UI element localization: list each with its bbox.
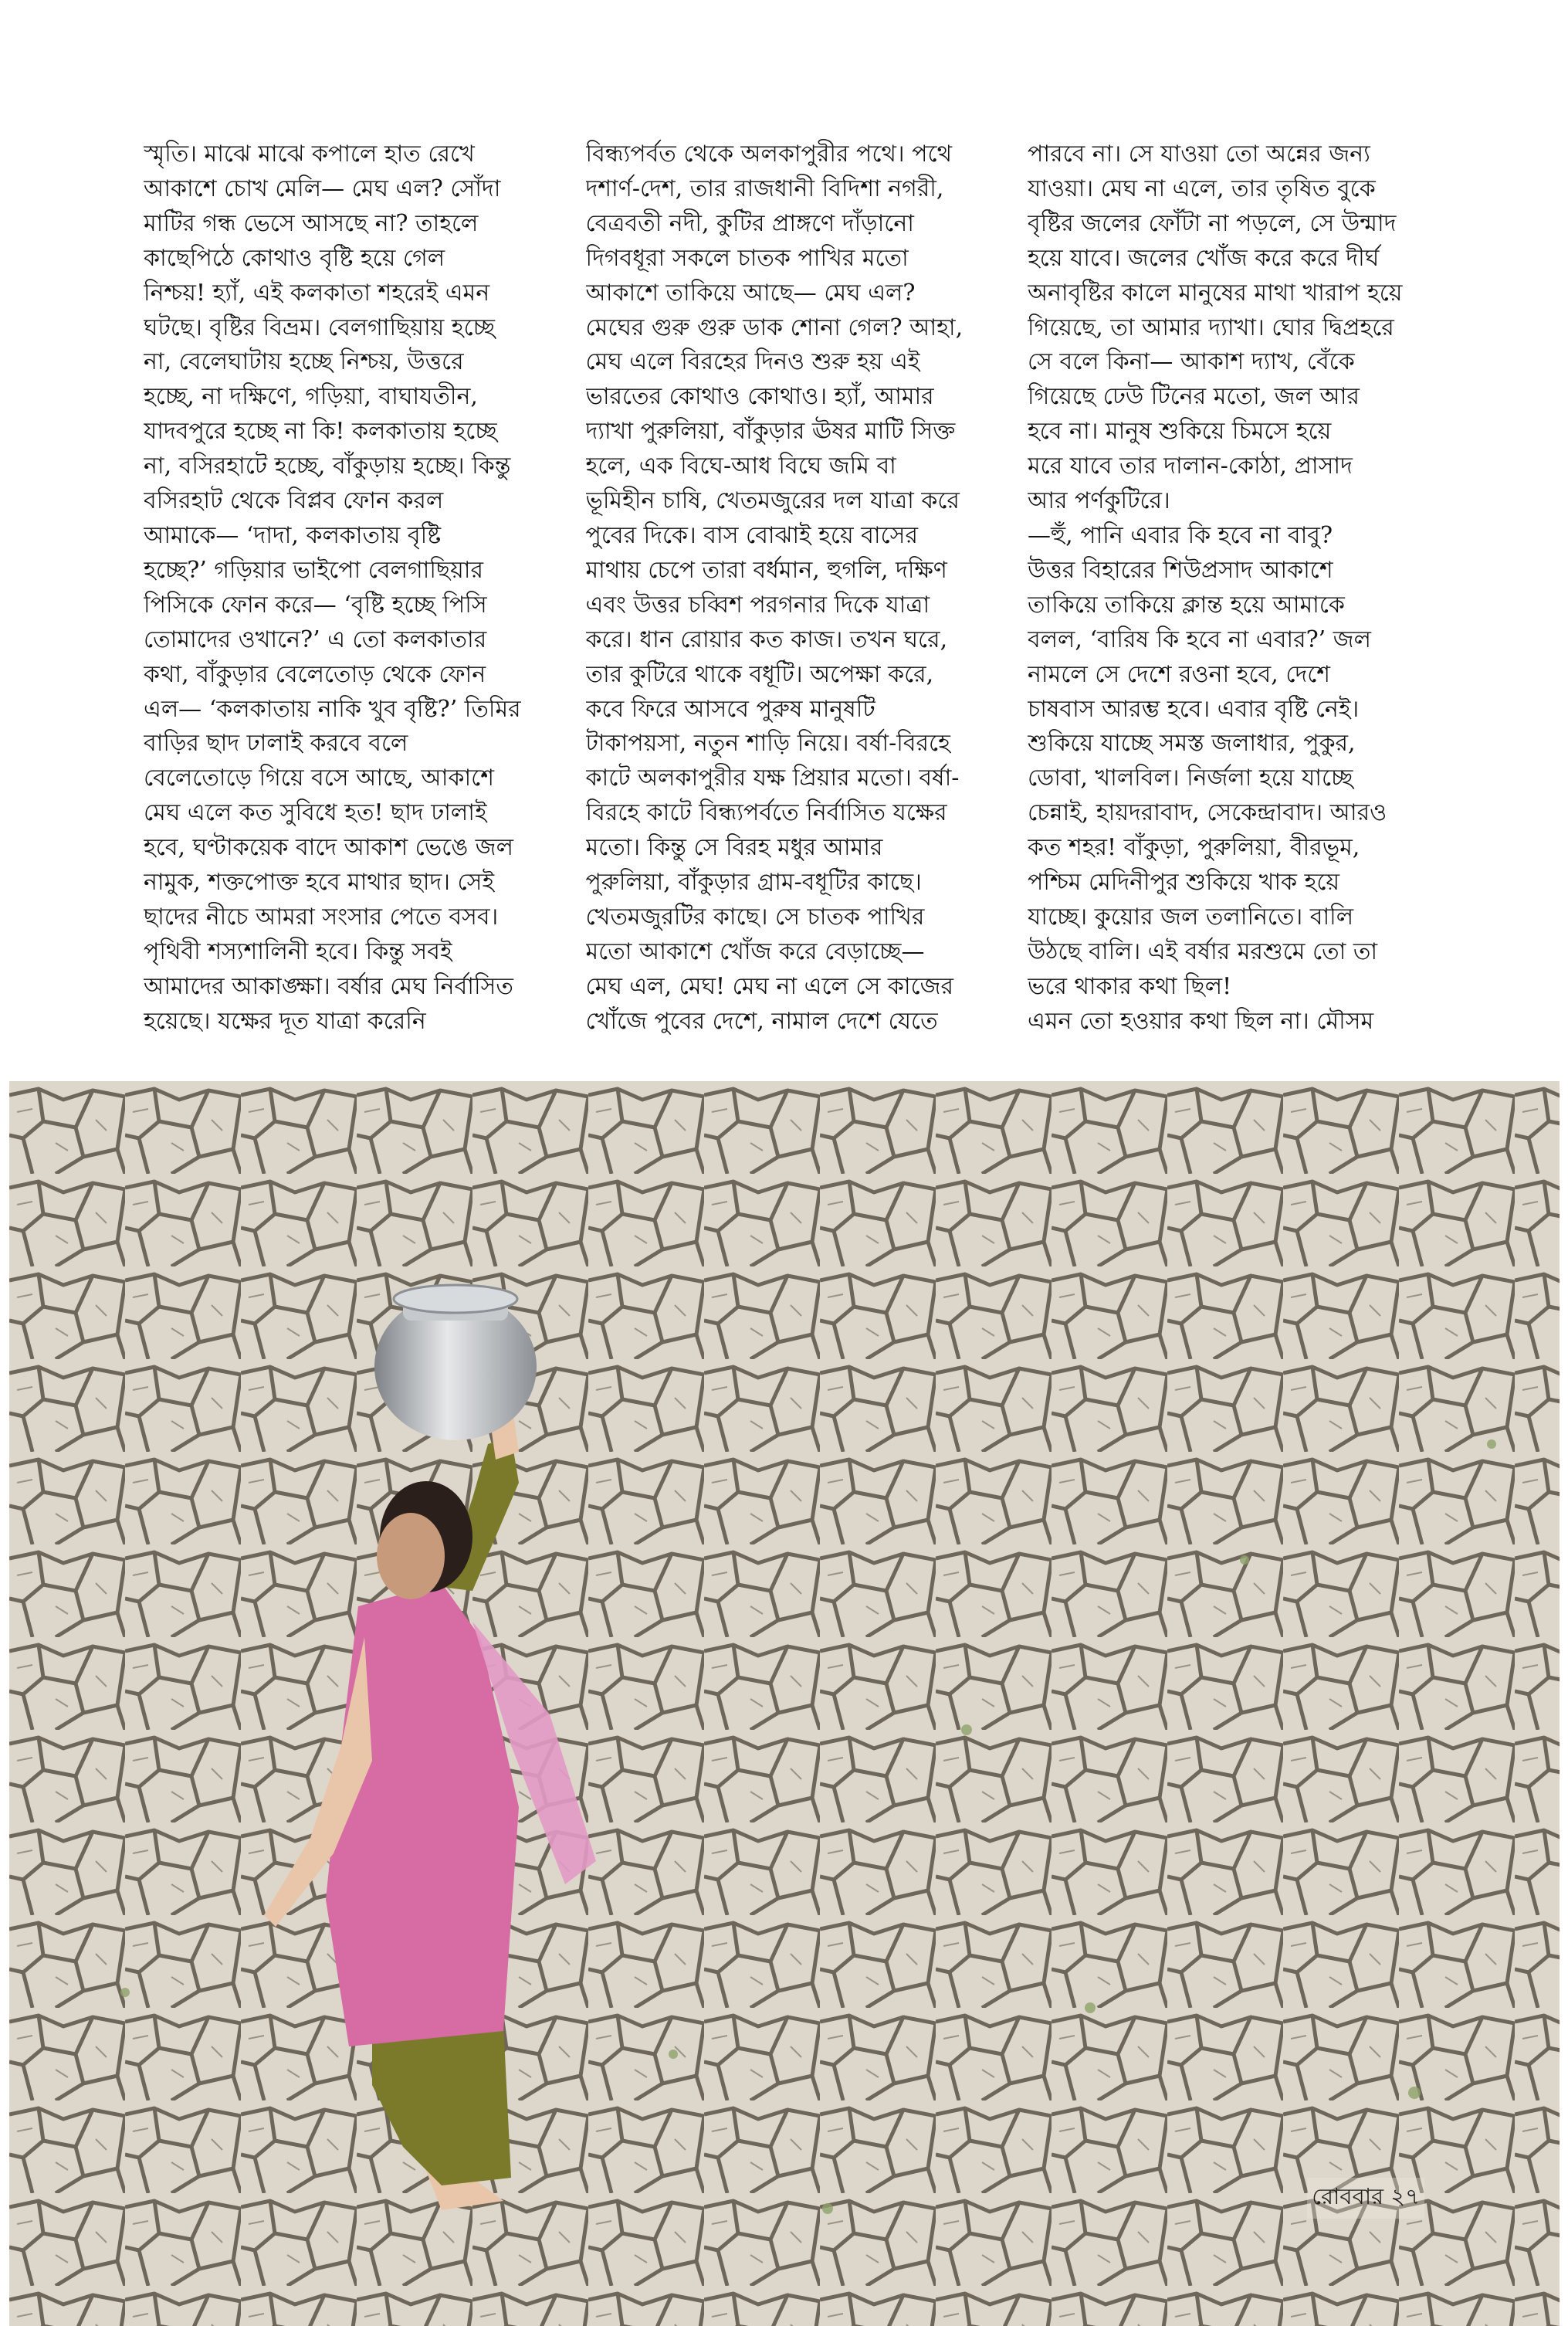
text-line: সে বলে কিনা— আকাশ দ্যাখ, বেঁকে (1028, 348, 1355, 376)
text-line: আমাকে— ‘দাদা, কলকাতায় বৃষ্টি (144, 521, 442, 549)
text-line: না, বসিরহাটে হচ্ছে, বাঁকুড়ায় হচ্ছে। কিন্তু (144, 453, 511, 480)
text-line: চাষবাস আরম্ভ হবে। এবার বৃষ্টি নেই। (1028, 695, 1360, 723)
text-line: তোমাদের ওখানে?’ এ তো কলকাতার (144, 626, 487, 653)
text-line: পিসিকে ফোন করে— ‘বৃষ্টি হচ্ছে পিসি (144, 591, 487, 619)
text-line: মেঘ এলে কত সুবিধে হত! ছাদ ঢালাই (144, 799, 487, 827)
text-line: খেতমজুরটির কাছে। সে চাতক পাখির (585, 903, 925, 931)
text-line: হচ্ছে?’ গড়িয়ার ভাইপো বেলগাছিয়ার (144, 556, 483, 584)
text-line: টাকাপয়সা, নতুন শাড়ি নিয়ে। বর্ষা-বিরহে (585, 730, 950, 758)
text-line: দ্যাখা পুরুলিয়া, বাঁকুড়ার ঊষর মাটি সিক্ত (585, 418, 956, 446)
text-line: কবে ফিরে আসবে পুরুষ মানুষটি (585, 695, 875, 723)
text-line: হলে, এক বিঘে-আধ বিঘে জমি বা (585, 453, 896, 480)
text-line: গিয়েছে, তা আমার দ্যাখা। ঘোর দ্বিপ্রহরে (1028, 314, 1394, 341)
text-line: এমন তো হওয়ার কথা ছিল না। মৌসম (1028, 1007, 1374, 1035)
text-line: হবে, ঘণ্টাকয়েক বাদে আকাশ ভেঙে জল (144, 834, 513, 862)
text-line: তার কুটিরে থাকে বধূটি। অপেক্ষা করে, (585, 660, 934, 688)
text-line: কত শহর! বাঁকুড়া, পুরুলিয়া, বীরভূম, (1028, 834, 1360, 862)
text-line: বেলেতোড়ে গিয়ে বসে আছে, আকাশে (144, 765, 494, 792)
text-line: স্মৃতি। মাঝে মাঝে কপালে হাত রেখে (144, 141, 475, 168)
text-line: এবং উত্তর চব্বিশ পরগনার দিকে যাত্রা (585, 591, 930, 619)
text-line: আমাদের আকাঙ্ক্ষা। বর্ষার মেঘ নির্বাসিত (144, 972, 513, 1000)
text-line: চেন্নাই, হায়দরাবাদ, সেকেন্দ্রাবাদ। আরও (1028, 799, 1387, 827)
text-line: করে। ধান রোয়ার কত কাজ। তখন ঘরে, (585, 626, 948, 653)
text-line: মতো। কিন্তু সে বিরহ মধুর আমার (585, 834, 883, 862)
text-line: বাড়ির ছাদ ঢালাই করবে বলে (144, 730, 408, 758)
text-line: উত্তর বিহারের শিউপ্রসাদ আকাশে (1028, 556, 1333, 584)
text-line: নামুক, শক্তপোক্ত হবে মাথার ছাদ। সেই (144, 869, 495, 897)
article-body (144, 137, 1425, 1049)
text-line: বৃষ্টির জলের ফোঁটা না পড়লে, সে উন্মাদ (1028, 209, 1397, 237)
text-line: যাদবপুরে হচ্ছে না কি! কলকাতায় হচ্ছে (144, 418, 497, 446)
text-line: —হুঁ, পানি এবার কি হবে না বাবু? (1028, 521, 1333, 549)
text-line: বিন্ধ্যপর্বত থেকে অলকাপুরীর পথে। পথে (585, 141, 952, 168)
text-line: ভূমিহীন চাষি, খেতমজুরের দল যাত্রা করে (585, 487, 960, 515)
text-line: মাথায় চেপে তারা বর্ধমান, হুগলি, দক্ষিণ (585, 556, 947, 584)
text-line: না, বেলেঘাটায় হচ্ছে নিশ্চয়, উত্তরে (144, 348, 464, 376)
text-line: হয়ে যাবে। জলের খোঁজ করে করে দীর্ঘ (1028, 244, 1380, 272)
text-line: পশ্চিম মেদিনীপুর শুকিয়ে খাক হয়ে (1028, 869, 1340, 897)
text-line: নামলে সে দেশে রওনা হবে, দেশে (1028, 660, 1331, 688)
text-line: মেঘ এল, মেঘ! মেঘ না এলে সে কাজের (585, 972, 954, 1000)
text-line: আকাশে চোখ মেলি— মেঘ এল? সোঁদা (144, 175, 501, 202)
text-line: তাকিয়ে তাকিয়ে ক্লান্ত হয়ে আমাকে (1028, 591, 1345, 619)
text-line: বসিরহাট থেকে বিপ্লব ফোন করল (144, 487, 444, 515)
text-line: ভারতের কোথাও কোথাও। হ্যাঁ, আমার (585, 383, 934, 411)
text-line: বিরহে কাটে বিন্ধ্যপর্বতে নির্বাসিত যক্ষের (585, 799, 947, 827)
text-line: যাওয়া। মেঘ না এলে, তার তৃষিত বুকে (1028, 175, 1376, 202)
text-line: কাটে অলকাপুরীর যক্ষ প্রিয়ার মতো। বর্ষা- (585, 765, 960, 792)
text-line: মাটির গন্ধ ভেসে আসছে না? তাহলে (144, 209, 479, 237)
text-line: মেঘ এলে বিরহের দিনও শুরু হয় এই (585, 348, 920, 376)
text-line: হয়েছে। যক্ষের দূত যাত্রা করেনি (144, 1007, 426, 1035)
text-line: ভরে থাকার কথা ছিল! (1028, 972, 1232, 1000)
text-line: বেত্রবতী নদী, কুটির প্রাঙ্গণে দাঁড়ানো (585, 209, 914, 237)
text-line: হবে না। মানুষ শুকিয়ে চিমসে হয়ে (1028, 418, 1332, 446)
text-line: ছাদের নীচে আমরা সংসার পেতে বসব। (144, 903, 499, 931)
drought-photo (9, 1081, 1560, 2326)
text-line: দিগবধূরা সকলে চাতক পাখির মতো (585, 244, 909, 272)
text-line: আকাশে তাকিয়ে আছে— মেঘ এল? (585, 279, 916, 307)
text-line: যাচ্ছে। কুয়োর জল তলানিতে। বালি (1028, 903, 1354, 931)
text-line: আর পর্ণকুটিরে। (1028, 487, 1170, 515)
text-line: শুকিয়ে যাচ্ছে সমস্ত জলাধার, পুকুর, (1028, 730, 1356, 758)
cracked-earth (9, 1081, 1560, 2326)
text-line: নিশ্চয়! হ্যাঁ, এই কলকাতা শহরেই এমন (144, 279, 490, 307)
text-line: পুবের দিকে। বাস বোঝাই হয়ে বাসের (585, 521, 918, 549)
text-line: এল— ‘কলকাতায় নাকি খুব বৃষ্টি?’ তিমির (144, 695, 521, 723)
text-line: দশার্ণ-দেশ, তার রাজধানী বিদিশা নগরী, (585, 175, 944, 202)
text-line: পুরুলিয়া, বাঁকুড়ার গ্রাম-বধূটির কাছে। (585, 869, 922, 897)
article-column-1 (144, 137, 541, 1049)
text-line: মরে যাবে তার দালান-কোঠা, প্রাসাদ (1028, 453, 1353, 480)
text-line: মেঘের গুরু গুরু ডাক শোনা গেল? আহা, (585, 314, 963, 341)
text-line: পারবে না। সে যাওয়া তো অন্নের জন্য (1028, 141, 1370, 168)
text-line: অনাবৃষ্টির কালে মানুষের মাথা খারাপ হয়ে (1028, 279, 1403, 307)
text-line: খোঁজে পুবের দেশে, নামাল দেশে যেতে (585, 1007, 938, 1035)
text-line: গিয়েছে ঢেউ টিনের মতো, জল আর (1028, 383, 1360, 411)
text-line: ঘটছে। বৃষ্টির বিভ্রম। বেলগাছিয়ায় হচ্ছে (144, 314, 496, 341)
page-folio: রোববার ২৭ (1307, 2178, 1424, 2219)
text-line: বলল, ‘বারিষ কি হবে না এবার?’ জল (1028, 626, 1371, 653)
text-line: কাছেপিঠে কোথাও বৃষ্টি হয়ে গেল (144, 244, 445, 272)
article-column-2 (586, 137, 984, 1049)
text-line: পৃথিবী শস্যশালিনী হবে। কিন্তু সবই (144, 938, 452, 965)
text-line: কথা, বাঁকুড়ার বেলেতোড় থেকে ফোন (144, 660, 486, 688)
article-column-3 (1028, 137, 1425, 1049)
text-line: উঠছে বালি। এই বর্ষার মরশুমে তো তা (1028, 938, 1378, 965)
text-line: ডোবা, খালবিল। নির্জলা হয়ে যাচ্ছে (1028, 765, 1353, 792)
text-line: হচ্ছে, না দক্ষিণে, গড়িয়া, বাঘাযতীন, (144, 383, 478, 411)
text-line: মতো আকাশে খোঁজ করে বেড়াচ্ছে— (585, 938, 925, 965)
